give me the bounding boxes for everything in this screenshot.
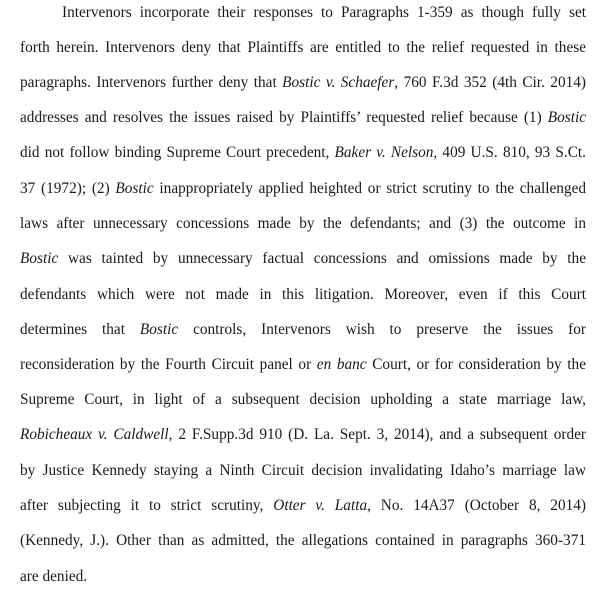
paragraph-line: laws after unnecessary concessions made by the defendants; and (3) the outcome in <box>20 215 586 232</box>
case-citation-italic: Baker v. Nelson <box>334 144 434 161</box>
paragraph-line: addresses and resolves the issues raised by Plaintiffs’ requested relief because (1) Bostic <box>20 109 586 126</box>
paragraph-line: are denied. <box>20 568 88 585</box>
case-citation-italic: Bostic <box>139 321 179 338</box>
paragraph-line: Supreme Court, in light of a subsequent decision upholding a state marriage law, <box>20 391 586 408</box>
paragraph-line: reconsideration by the Fourth Circuit panel or en banc Court, or for consideration by the <box>20 356 586 373</box>
paragraph-line: did not follow binding Supreme Court precedent, Baker v. Nelson, 409 U.S. 810, 93 S.Ct. <box>20 144 586 161</box>
case-citation-italic: Bostic v. Schaefer <box>282 74 395 91</box>
case-citation-italic: Robicheaux v. Caldwell <box>20 426 169 443</box>
case-citation-italic: Bostic <box>115 180 154 197</box>
case-citation-italic: en banc <box>316 356 367 373</box>
document-page <box>20 0 586 600</box>
paragraph-line: (Kennedy, J.). Other than as admitted, the allegations contained in paragraphs 360-371 <box>20 532 586 549</box>
paragraph-line: 37 (1972); (2) Bostic inappropriately applied heighted or strict scrutiny to the challenged <box>20 180 587 197</box>
paragraph-line: forth herein. Intervenors deny that Plaintiffs are entitled to the relief requested in these <box>20 39 586 56</box>
paragraph-line: Robicheaux v. Caldwell, 2 F.Supp.3d 910 (D. La. Sept. 3, 2014), and a subsequent order <box>20 426 587 443</box>
paragraph-line: after subjecting it to strict scrutiny, Otter v. Latta, No. 14A37 (October 8, 2014) <box>20 497 586 514</box>
paragraph-line: Bostic was tainted by unnecessary factual concessions and omissions made by the <box>20 250 586 267</box>
paragraph-line: paragraphs. Intervenors further deny that Bostic v. Schaefer, 760 F.3d 352 (4th Cir. 2014) <box>20 74 586 91</box>
paragraph-line: defendants which were not made in this litigation. Moreover, even if this Court <box>20 286 586 303</box>
paragraph-line: determines that Bostic controls, Intervenors wish to preserve the issues for <box>20 321 586 338</box>
case-citation-italic: Bostic <box>547 109 586 126</box>
case-citation-italic: Bostic <box>20 250 59 267</box>
case-citation-italic: Otter v. Latta <box>273 497 368 514</box>
paragraph-line: Intervenors incorporate their responses to Paragraphs 1-359 as though fully set <box>62 4 586 21</box>
paragraph-line: by Justice Kennedy staying a Ninth Circuit decision invalidating Idaho’s marriage law <box>20 462 586 479</box>
